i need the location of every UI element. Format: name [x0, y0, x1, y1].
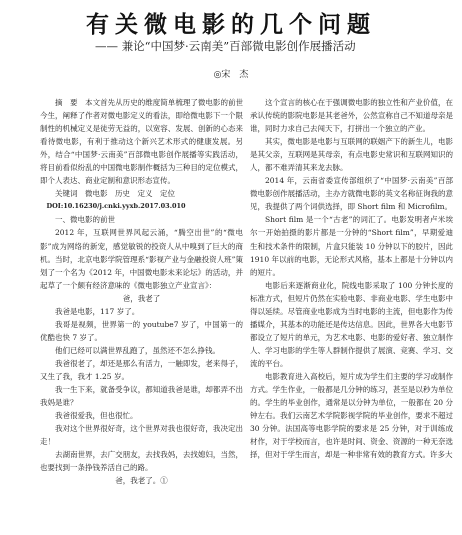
paragraph: 我爸很爱我，但也很忙。	[55, 411, 138, 421]
paragraph: Short film 是一个“古老”的词汇了。电影发明者卢米埃尔一开始拍摄的影片都是一分钟的“Short film”，早期爱迪生和技术条件的限制，片盒只能装 10 分钟以下的胶片，因此 1910 年以前的电影，无论形式风格，基本上都是十分钟以内的短片。	[250, 215, 453, 277]
paragraph: 我爸是电影，117 岁了。	[55, 306, 140, 316]
paragraph: 去湖南世界，去广交朋友，去找我妈，去找媳妇，当然，也要找到一条挣钱养活自己的路。	[40, 450, 243, 473]
paragraph: 我哥是视频，世界第一的 youtube7 岁了，中国第一的优酷也快 7 岁了。	[40, 319, 243, 342]
paragraph: 2014 年，云南省委宣传部组织了“中国梦·云南美”百部微电影创作展播活动，主办方就微电影的英文名称征询我的意见，我提供了两个词供选择，即 Short film 和 Microfilm。	[250, 176, 453, 212]
paragraph: 这个宣言的核心在于强调微电影的独立性和产业价值，在承认传统的影院电影是其老爸外，公然宣称自己不知道母亲是谁，同时力求自己去闯天下，打拼出一个独立的产业。	[250, 98, 453, 134]
paragraph: 爸，我老了	[122, 293, 161, 303]
article-subtitle: —— 兼论“中国梦·云南美”百部微电影创作展播活动	[95, 39, 356, 53]
paragraph: 电影后来逐渐商业化，院线电影采取了 100 分钟长度的标准方式，但短片仍然在实验电影、非商业电影、学生电影中得以延续。尽管商业电影成为当时电影的主流，但电影作为传播媒介，其基本的功能还是传达信息。因此，世界各大电影节都设立了短片的单元，为艺术电影、电影的爱好者、独立制作人、学习电影的学生等人群制作提供了展演、竞赛、学习、交流的平台。	[250, 280, 453, 368]
paragraph: 一、微电影的前世	[55, 215, 115, 225]
left-column	[40, 96, 243, 487]
article-title: 有关微电影的几个问题	[86, 11, 376, 38]
paragraph: DOI:10.16230/j.cnki.yyxb.2017.03.010	[46, 202, 186, 211]
paragraph: 我对这个世界很好奇，这个世界对我也很好奇，我决定出走！	[40, 424, 243, 447]
paragraph: 其实，微电影是电影与互联网的联姻产下的新生儿，电影是其父亲，互联网是其母亲，有点电影史常识和互联网知识的人，都不难弄清其来龙去脉。	[250, 137, 453, 173]
paragraph: 2012 年，互联网世界风起云涌，“腾空出世”的“微电影”成为网络的新宠，感觉敏锐的投资人从中嗅到了巨大的商机。当时，北京电影学院管理系“影视产业与金融投资人班”策划了一个名为《2012 年，中国微电影未来论坛》的活动，并起草了一个颇有经济意味的《微电影独立产业宣言》：	[40, 228, 243, 290]
paragraph: 我爸很老了，却还是那么有活力，一触即发，老来得子，又生了我，我才 1.25 岁。	[40, 358, 243, 381]
paragraph: 摘 要 本文首先从历史的维度简单梳理了微电影的前世今生，阐释了作者对微电影定义的看法，即给微电影下一个限制性的机械定义是徒劳无益的，以宽容、发展、创新的心态来看待微电影，有利于推动这个新兴艺术形式的健康发展。另外，结合“中国梦·云南美”百部微电影创作展播等实践活动，将目前看似纷乱的中国微电影制作概括为三种目的定位模式，即个人表达、商业定制和意识形态宣传。	[40, 98, 243, 186]
right-column	[250, 96, 453, 461]
article-author: ◎宋 杰	[213, 70, 249, 80]
paragraph: 他们已经可以满世界乱跑了，虽然还不怎么挣钱。	[55, 345, 220, 355]
paragraph: 电影教育进入高校后，短片成为学生们主要的学习或制作方式。学生作业，一般都是几分钟的练习，甚至是以秒为单位的。学生的毕业创作，通常是以分钟为单位，一般都在 20 分钟左右。我们云南艺术学院影视学院的毕业创作，要求不超过 30 分钟。法国高等电影学院的要求是 25 分钟，对于训练成材作，对于学校而言，也许是时间、资金、资源的一种无奈选择，但对于学生而言，却是一种非常有效的教育方式。许多大	[250, 371, 453, 460]
paragraph: 关键词 微电影 历史 定义 定位	[55, 189, 175, 199]
paragraph: 我一生下来，就备受争议，都知道我爸是谁，却都弄不出我妈是谁？	[40, 385, 243, 408]
paragraph: 爸，我老了。①	[115, 476, 168, 486]
